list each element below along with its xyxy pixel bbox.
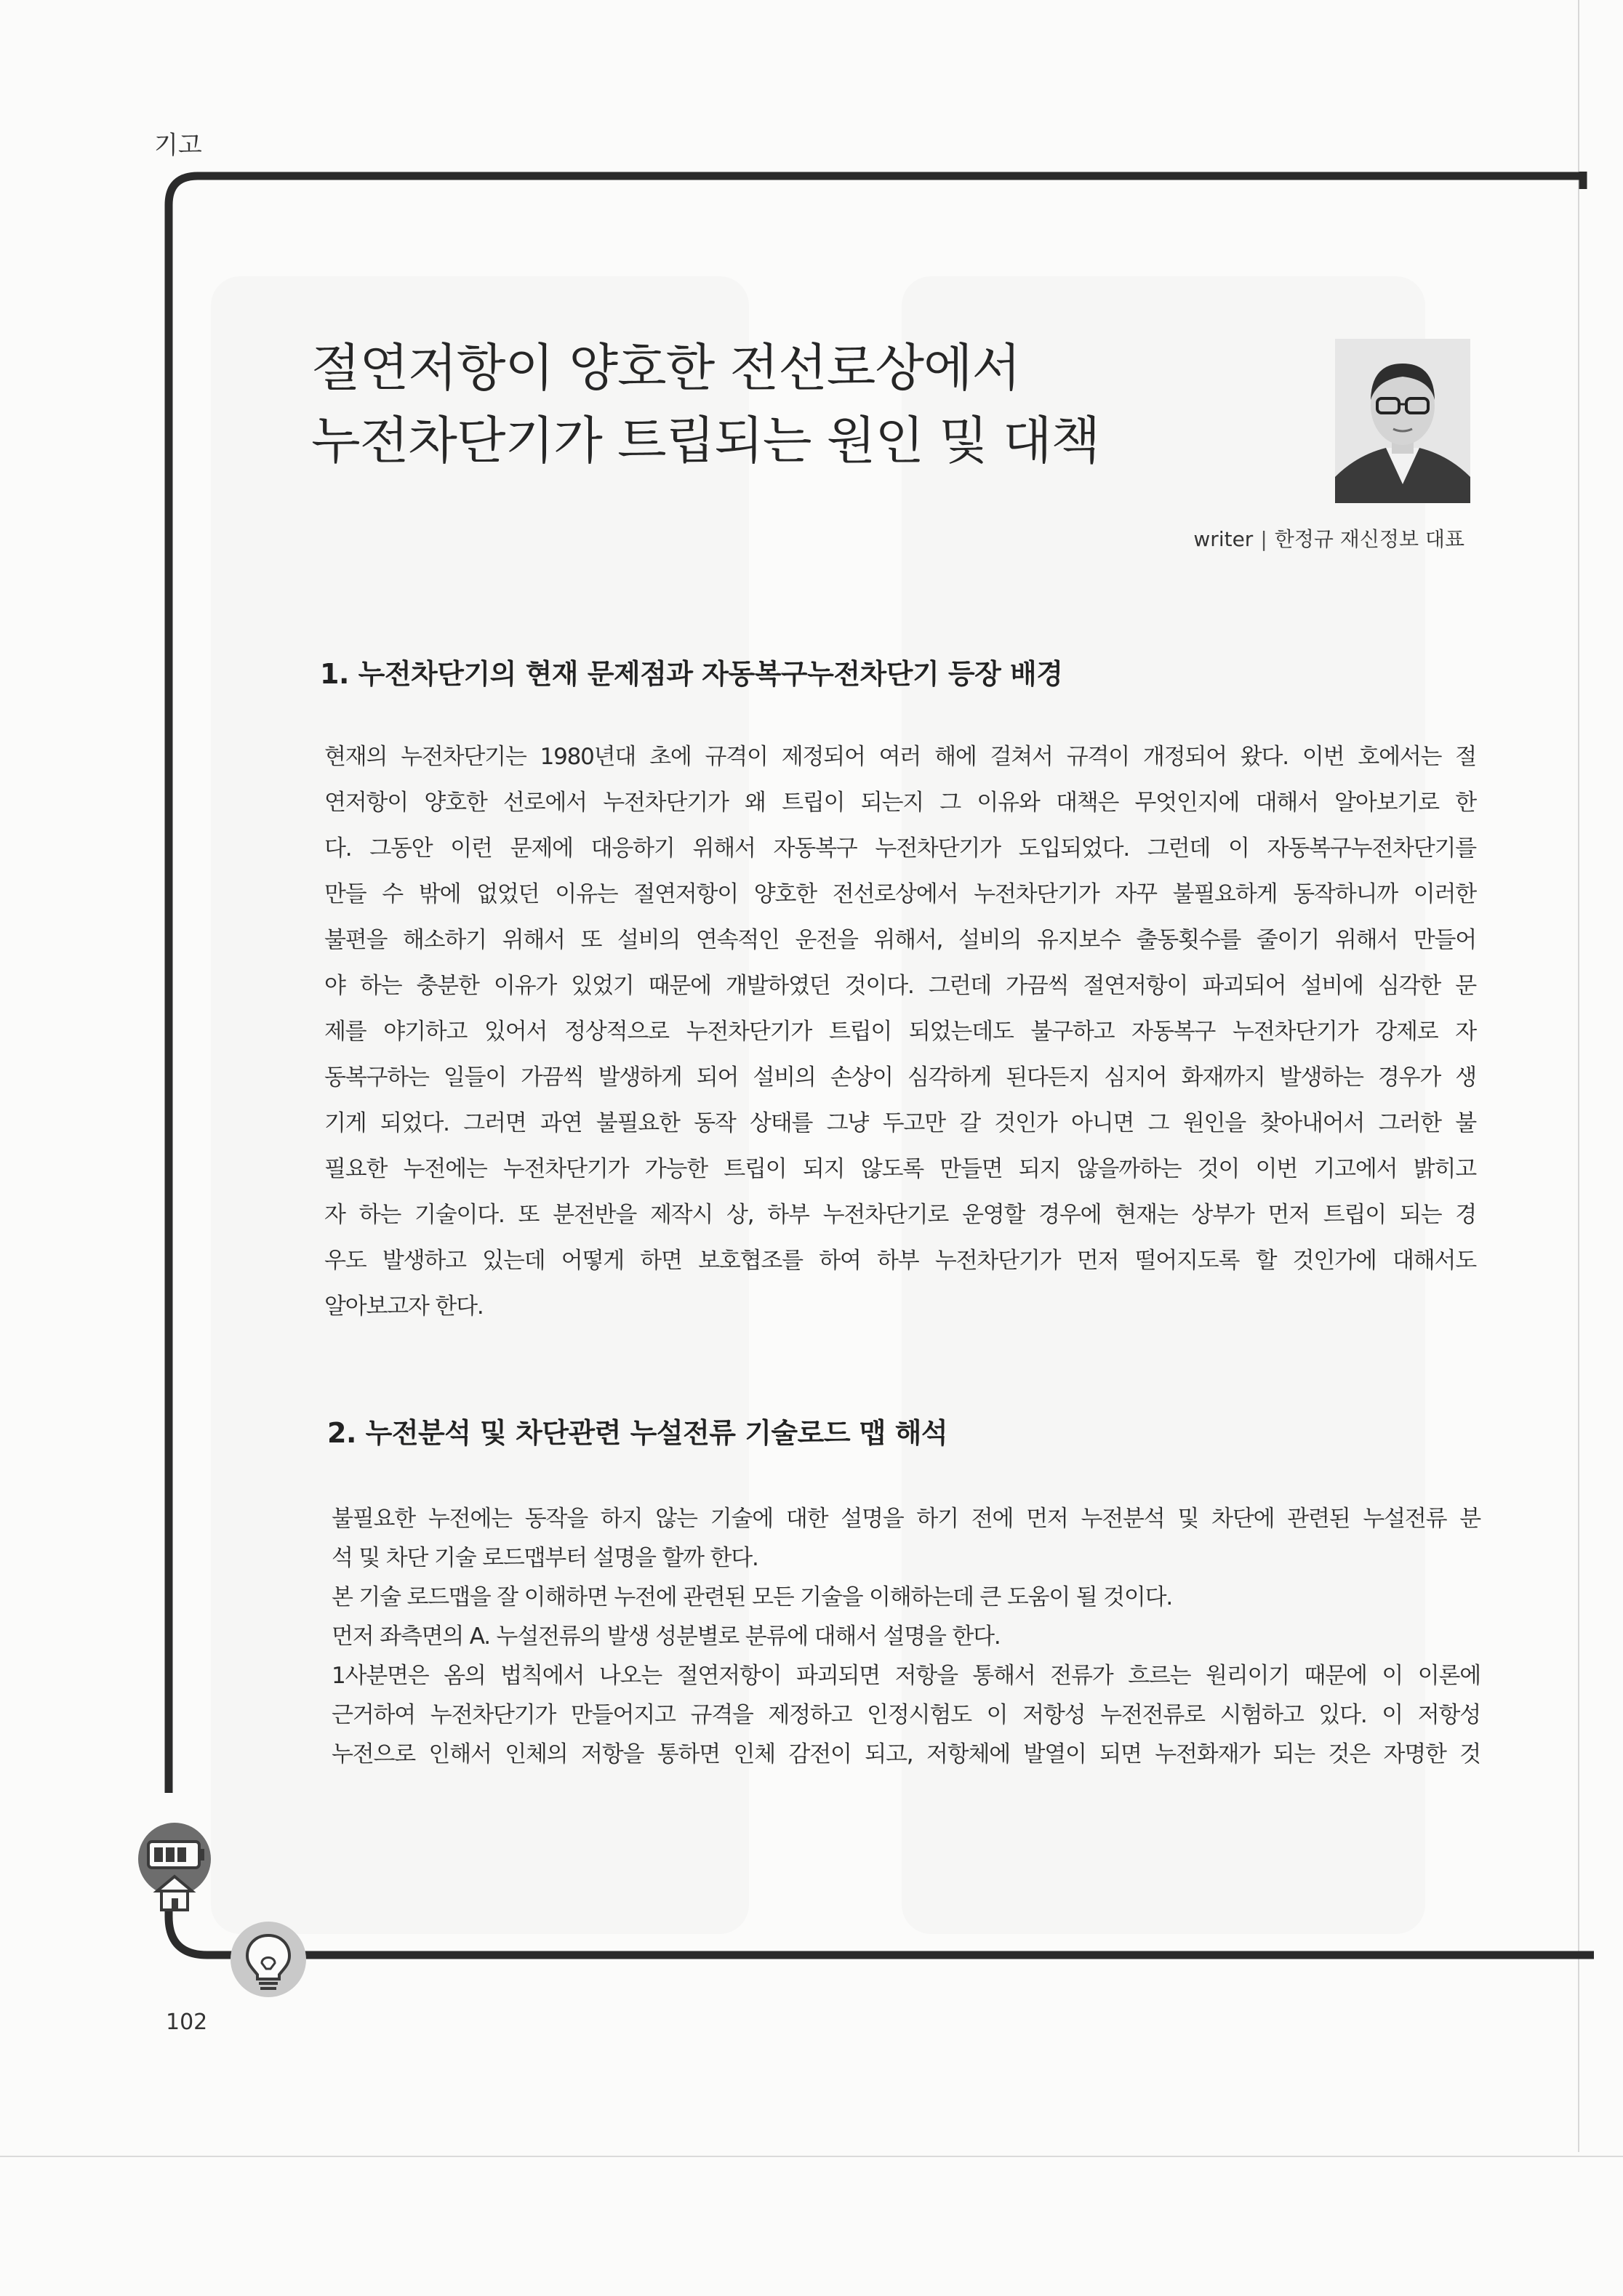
byline bbox=[1193, 523, 1464, 553]
body-line: 누전으로 인해서 인체의 저항을 통하면 인체 감전이 되고, 저항체에 발열이 되면 누전화재가 되는 것은 자명한 것 bbox=[332, 1741, 1480, 1767]
page-number: 102 bbox=[166, 2010, 208, 2035]
body-line: 만들 수 밖에 없었던 이유는 절연저항이 양호한 전선로상에서 누전차단기가 자꾸 불필요하게 동작하니까 이러한 bbox=[324, 881, 1476, 907]
body-line: 불편을 해소하기 위해서 또 설비의 연속적인 운전을 위해서, 설비의 유지보수 출동횟수를 줄이기 위해서 만들어 bbox=[324, 927, 1476, 953]
section-1-heading: 1. 누전차단기의 현재 문제점과 자동복구누전차단기 등장 배경 bbox=[320, 658, 1063, 690]
body-line: 본 기술 로드맵을 잘 이해하면 누전에 관련된 모든 기술을 이해하는데 큰 도움이 될 것이다. bbox=[332, 1584, 1173, 1610]
body-line: 기게 되었다. 그러면 과연 불필요한 동작 상태를 그냥 두고만 갈 것인가 아니면 그 원인을 찾아내어서 그러한 불 bbox=[324, 1110, 1476, 1136]
battery-house-icon bbox=[135, 1821, 214, 1916]
body-line: 불필요한 누전에는 동작을 하지 않는 기술에 대한 설명을 하기 전에 먼저 누전분석 및 차단에 관련된 누설전류 분 bbox=[332, 1506, 1480, 1532]
body-line: 알아보고자 한다. bbox=[324, 1293, 484, 1320]
body-line: 다. 그동안 이런 문제에 대응하기 위해서 자동복구 누전차단기가 도입되었다. 그런데 이 자동복구누전차단기를 bbox=[324, 835, 1476, 862]
lightbulb-icon bbox=[228, 1919, 308, 1999]
body-line: 필요한 누전에는 누전차단기가 가능한 트립이 되지 않도록 만들면 되지 않을까하는 것이 이번 기고에서 밝히고 bbox=[324, 1156, 1476, 1182]
byline-separator: | bbox=[1260, 527, 1267, 551]
section-label: 기고 bbox=[154, 131, 202, 160]
body-line: 동복구하는 일들이 가끔씩 발생하게 되어 설비의 손상이 심각하게 된다든지 심지어 화재까지 발생하는 경우가 생 bbox=[324, 1064, 1476, 1091]
article-title-line-2: 누전차단기가 트립되는 원인 및 대책 bbox=[311, 411, 1100, 470]
body-line: 먼저 좌측면의 A. 누설전류의 발생 성분별로 분류에 대해서 설명을 한다. bbox=[332, 1623, 1001, 1650]
body-line: 석 및 차단 기술 로드맵부터 설명을 할까 한다. bbox=[332, 1545, 758, 1571]
author-photo bbox=[1335, 339, 1470, 503]
section-2-body bbox=[332, 1499, 1480, 1774]
scan-edge-bottom bbox=[0, 2156, 1623, 2157]
body-line: 야 하는 충분한 이유가 있었기 때문에 개발하였던 것이다. 그런데 가끔씩 절연저항이 파괴되어 설비에 심각한 문 bbox=[324, 973, 1476, 999]
body-line: 제를 야기하고 있어서 정상적으로 누전차단기가 트립이 되었는데도 불구하고 자동복구 누전차단기가 강제로 자 bbox=[324, 1019, 1476, 1045]
section-2-heading: 2. 누전분석 및 차단관련 누설전류 기술로드 맵 해석 bbox=[327, 1417, 948, 1449]
byline-role: writer bbox=[1193, 527, 1254, 551]
article-title-line-1: 절연저항이 양호한 전선로상에서 bbox=[311, 338, 1021, 398]
body-line: 자 하는 기술이다. 또 분전반을 제작시 상, 하부 누전차단기로 운영할 경우에 현재는 상부가 먼저 트립이 되는 경 bbox=[324, 1202, 1476, 1228]
body-line: 근거하여 누전차단기가 만들어지고 규격을 제정하고 인정시험도 이 저항성 누전전류로 시험하고 있다. 이 저항성 bbox=[332, 1702, 1480, 1728]
section-1-body bbox=[324, 734, 1476, 1330]
body-line: 1사분면은 옴의 법칙에서 나오는 절연저항이 파괴되면 저항을 통해서 전류가 흐르는 원리이기 때문에 이 이론에 bbox=[332, 1663, 1480, 1689]
byline-name: 한정규 재신정보 대표 bbox=[1274, 527, 1464, 551]
body-line: 우도 발생하고 있는데 어떻게 하면 보호협조를 하여 하부 누전차단기가 먼저 떨어지도록 할 것인가에 대해서도 bbox=[324, 1248, 1476, 1274]
body-line: 현재의 누전차단기는 1980년대 초에 규격이 제정되어 여러 해에 걸쳐서 규격이 개정되어 왔다. 이번 호에서는 절 bbox=[324, 744, 1476, 770]
article-title bbox=[311, 332, 1293, 477]
body-line: 연저항이 양호한 선로에서 누전차단기가 왜 트립이 되는지 그 이유와 대책은 무엇인지에 대해서 알아보기로 한 bbox=[324, 790, 1476, 816]
